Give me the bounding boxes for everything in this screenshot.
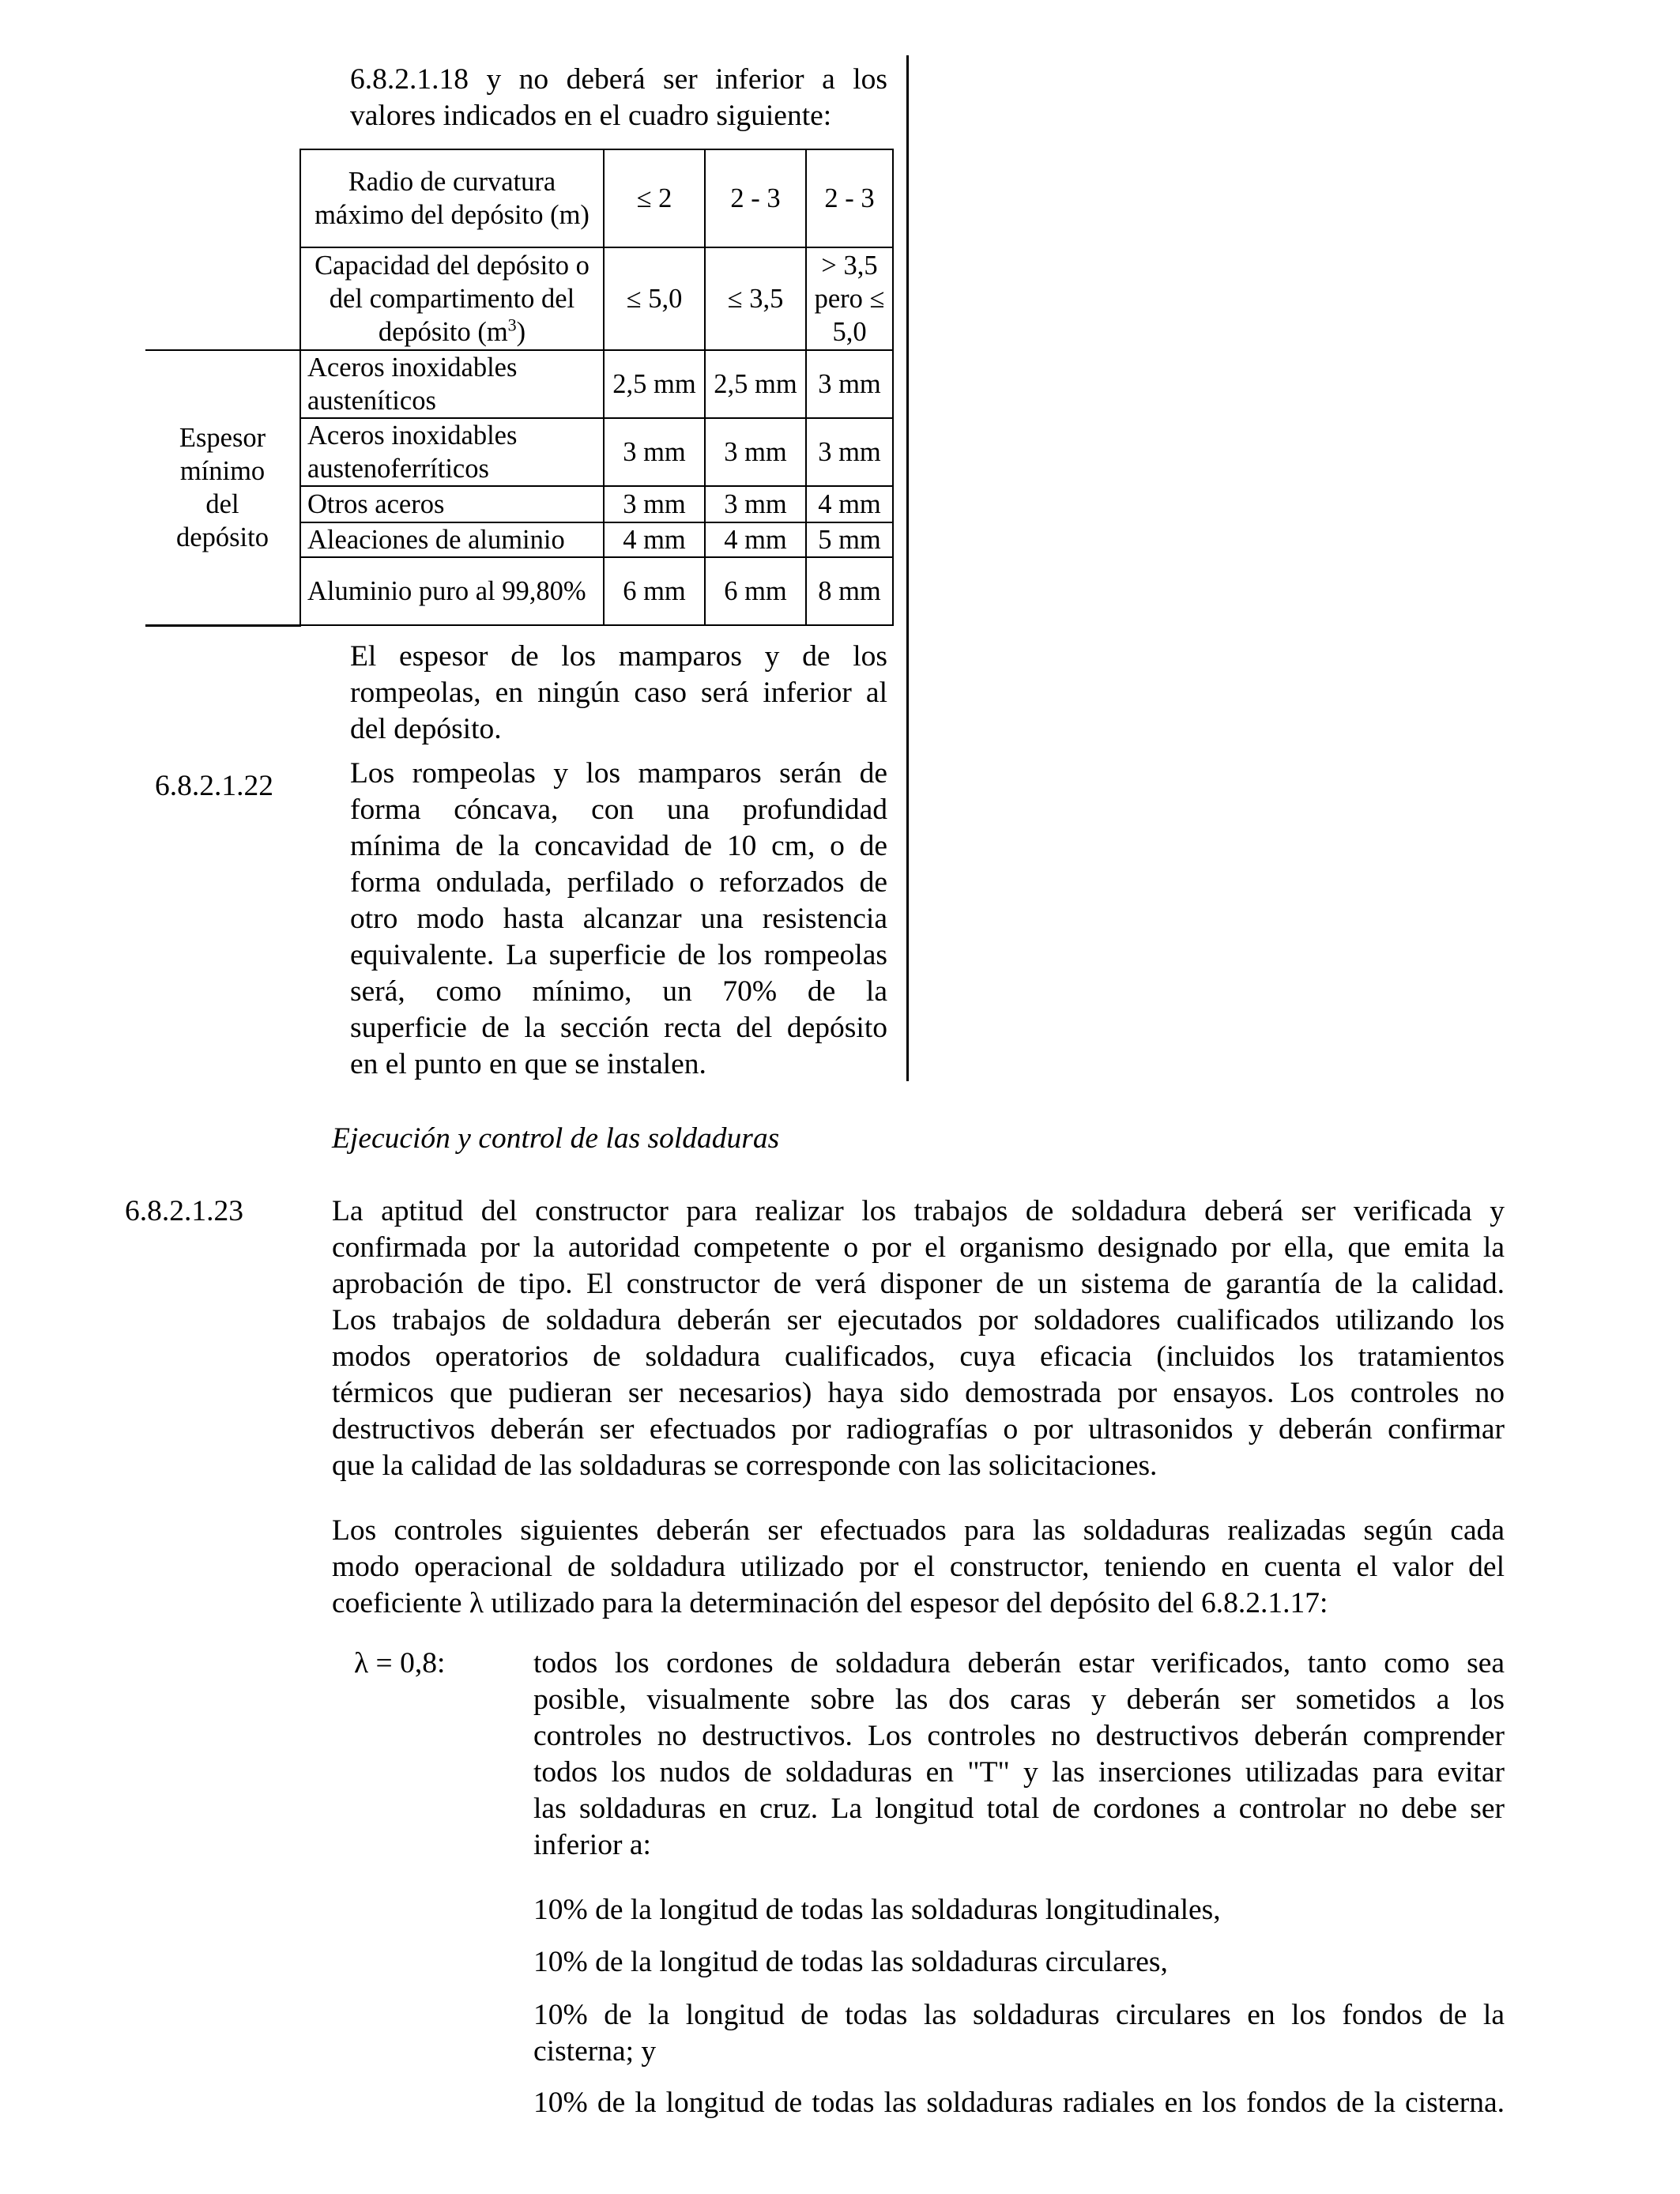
capacity-value-2: ≤ 3,5 <box>705 247 806 350</box>
text-line: forma cóncava, con una profundidad <box>350 794 887 826</box>
text-line: será, como mínimo, un 70% de la <box>350 975 887 1008</box>
text-line: coeficiente λ utilizado para la determinación del espesor del depósito del 6.8.2.1.17: <box>332 1587 1328 1619</box>
text-line: Los trabajos de soldadura deberán ser ejecutados por soldadores cualificados utilizando los <box>332 1304 1505 1336</box>
thickness-cell: 3 mm <box>705 418 806 486</box>
thickness-cell: 4 mm <box>705 522 806 557</box>
capacity-label-text: Capacidad del depósito o del compartimento del depósito (m <box>315 251 590 347</box>
section-23-paragraph-2 <box>332 1513 1505 1622</box>
text-line: inferior a: <box>533 1829 651 1861</box>
text-line: La aptitud del constructor para realizar los trabajos de soldadura deberá ser verificada y <box>332 1195 1505 1227</box>
radius-value-3: 2 - 3 <box>806 149 893 247</box>
material-cell: Aceros inoxidables austenoferríticos <box>300 418 604 486</box>
thickness-cell: 2,5 mm <box>705 350 806 418</box>
capacity-label <box>300 247 604 350</box>
section-23-paragraph-1 <box>332 1193 1505 1484</box>
text-line: destructivos deberán ser efectuados por radiografías o por ultrasonidos y deberán confirmar <box>332 1413 1505 1446</box>
radius-value-2: 2 - 3 <box>705 149 806 247</box>
text-line: aprobación de tipo. El constructor de verá disponer de un sistema de garantía de la calidad. <box>332 1268 1505 1300</box>
text-line: que la calidad de las soldaduras se corresponde con las solicitaciones. <box>332 1449 1158 1482</box>
thickness-cell: 4 mm <box>604 522 705 557</box>
list-item: 10% de la longitud de todas las soldaduras longitudinales, <box>533 1894 1221 1926</box>
text-line: El espesor de los mamparos y de los <box>350 640 887 673</box>
thickness-cell: 3 mm <box>806 418 893 486</box>
section-number-23: 6.8.2.1.23 <box>125 1195 243 1227</box>
material-cell: Aluminio puro al 99,80% <box>300 557 604 625</box>
material-cell: Otros aceros <box>300 486 604 522</box>
thickness-cell: 8 mm <box>806 557 893 625</box>
text-line: en el punto en que se instalen. <box>350 1048 706 1080</box>
text-line: posible, visualmente sobre las dos caras y deberán ser sometidos a los <box>533 1683 1505 1716</box>
capacity-value-1: ≤ 5,0 <box>604 247 705 350</box>
text-line: 10% de la longitud de todas las soldaduras circulares en los fondos de la <box>533 1999 1505 2031</box>
section-number-22: 6.8.2.1.22 <box>155 770 273 802</box>
section-22-paragraph <box>350 756 887 1083</box>
text-line: rompeolas, en ningún caso será inferior al <box>350 677 887 709</box>
text-line: controles no destructivos. Los controles no destructivos deberán comprender <box>533 1720 1505 1752</box>
capacity-label-exponent: 3 <box>507 315 517 335</box>
minimum-thickness-table <box>145 149 894 627</box>
section-heading: Ejecución y control de las soldaduras <box>332 1122 780 1155</box>
text-line: modo operacional de soldadura utilizado por el constructor, teniendo en cuenta el valor del <box>332 1551 1505 1583</box>
table-corner-cell <box>145 149 300 350</box>
text-line: modos operatorios de soldadura cualificados, cuya eficacia (incluidos los tratamientos <box>332 1340 1505 1373</box>
text-line: del depósito. <box>350 713 502 745</box>
text-line: térmicos que pudieran ser necesarios) haya sido demostrada por ensayos. Los controles no <box>332 1377 1505 1409</box>
table-row <box>145 350 893 418</box>
thickness-cell: 3 mm <box>806 350 893 418</box>
thickness-cell: 6 mm <box>705 557 806 625</box>
text-line: cisterna; y <box>533 2035 657 2068</box>
list-item: 10% de la longitud de todas las soldaduras circulares, <box>533 1946 1168 1978</box>
bulkhead-paragraph <box>350 639 887 748</box>
lambda-paragraph <box>533 1646 1505 1864</box>
text-line: las soldaduras en cruz. La longitud total de cordones a controlar no debe ser <box>533 1793 1505 1825</box>
text-line: Los rompeolas y los mamparos serán de <box>350 757 887 790</box>
text-line: superficie de la sección recta del depósito <box>350 1012 887 1044</box>
intro-line-2: valores indicados en el cuadro siguiente: <box>350 100 832 132</box>
thickness-cell: 4 mm <box>806 486 893 522</box>
list-item: 10% de la longitud de todas las soldaduras radiales en los fondos de la cisterna. <box>533 2087 1505 2119</box>
text-line: otro modo hasta alcanzar una resistencia <box>350 903 887 935</box>
text-line: todos los cordones de soldadura deberán estar verificados, tanto como sea <box>533 1647 1505 1679</box>
capacity-label-close: ) <box>516 317 526 347</box>
capacity-value-3: > 3,5 pero ≤ 5,0 <box>806 247 893 350</box>
lambda-label: λ = 0,8: <box>354 1647 446 1679</box>
row-group-label: Espesor mínimo del depósito <box>145 350 300 625</box>
thickness-cell: 3 mm <box>705 486 806 522</box>
thickness-cell: 3 mm <box>604 486 705 522</box>
text-line: equivalente. La superficie de los rompeolas <box>350 939 887 971</box>
radius-label: Radio de curvatura máximo del depósito (m) <box>300 149 604 247</box>
thickness-cell: 3 mm <box>604 418 705 486</box>
list-item <box>533 1997 1505 2070</box>
column-rule <box>906 55 909 1081</box>
material-cell: Aleaciones de aluminio <box>300 522 604 557</box>
intro-line-1: 6.8.2.1.18 y no deberá ser inferior a los <box>350 63 887 96</box>
text-line: confirmada por la autoridad competente o por el organismo designado por ella, que emita la <box>332 1231 1505 1264</box>
thickness-cell: 2,5 mm <box>604 350 705 418</box>
radius-value-1: ≤ 2 <box>604 149 705 247</box>
text-line: Los controles siguientes deberán ser efectuados para las soldaduras realizadas según cada <box>332 1514 1505 1547</box>
text-line: forma ondulada, perfilado o reforzados de <box>350 866 887 899</box>
thickness-cell: 6 mm <box>604 557 705 625</box>
material-cell: Aceros inoxidables austeníticos <box>300 350 604 418</box>
header-row-radius <box>145 149 893 247</box>
thickness-cell: 5 mm <box>806 522 893 557</box>
text-line: todos los nudos de soldaduras en "T" y las inserciones utilizadas para evitar <box>533 1756 1505 1789</box>
text-line: mínima de la concavidad de 10 cm, o de <box>350 830 887 862</box>
